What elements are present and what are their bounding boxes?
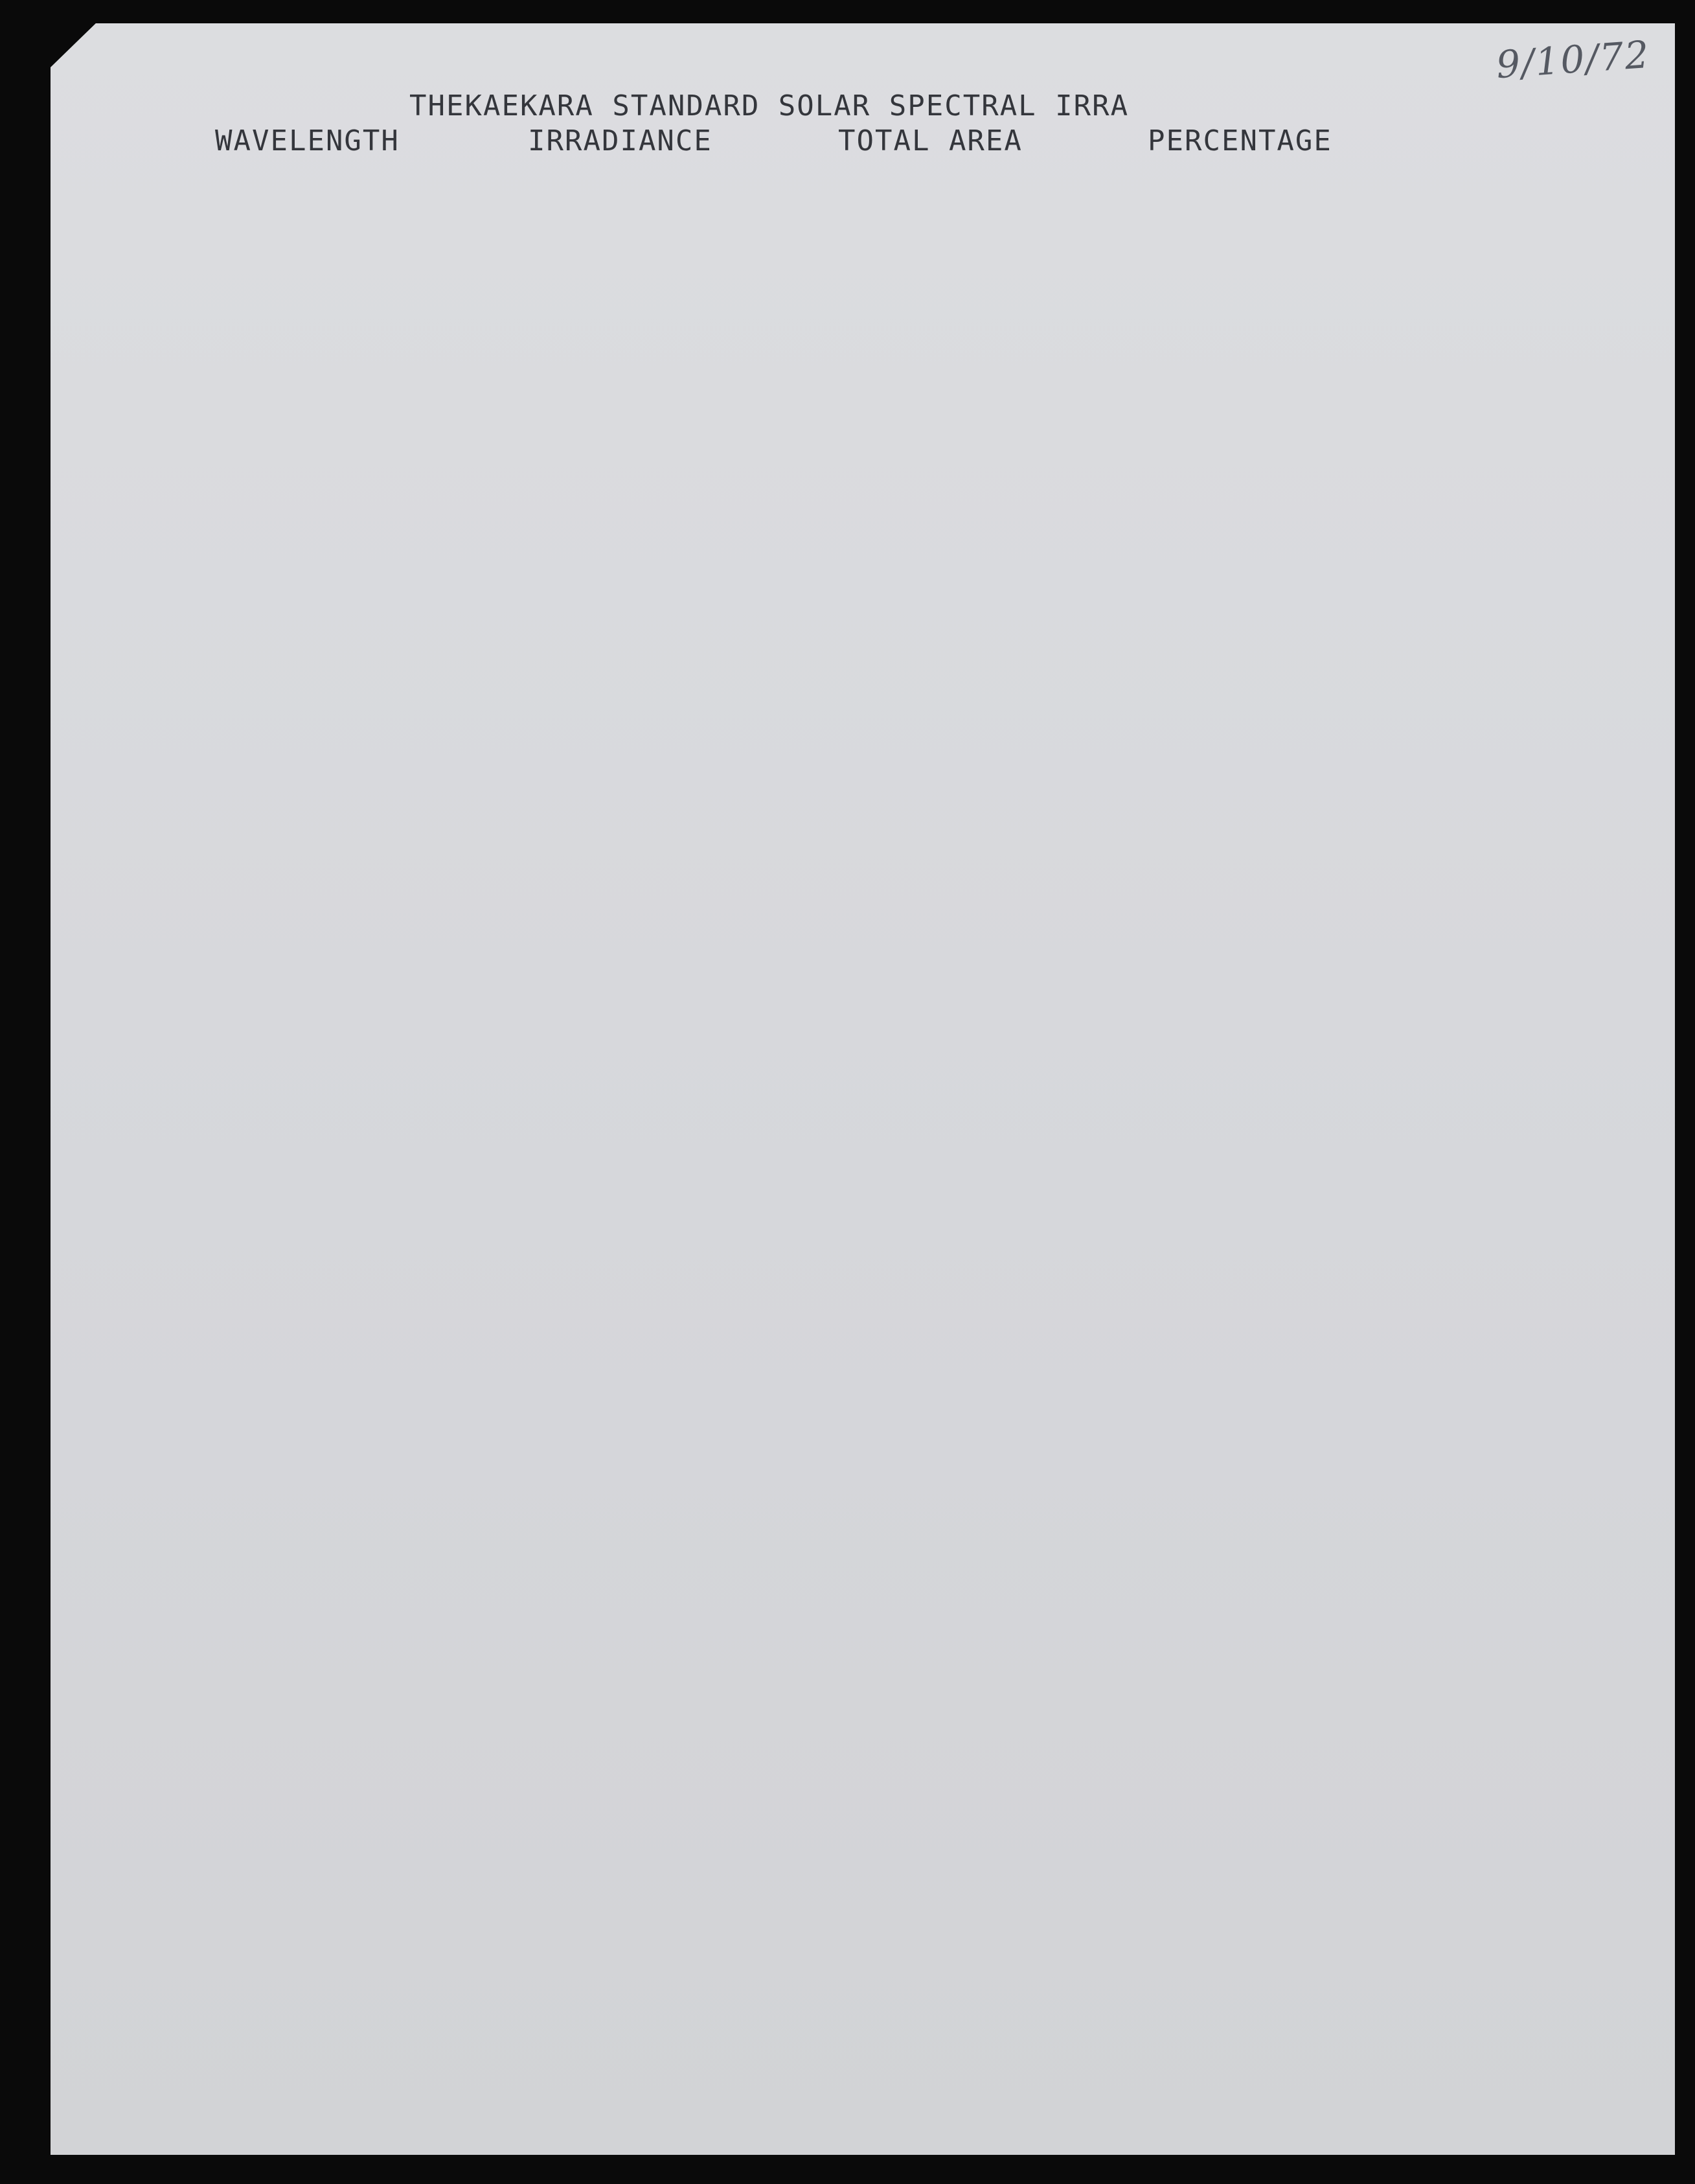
paper-sheet (51, 23, 1675, 2155)
header-irradiance: IRRADIANCE (528, 124, 712, 157)
document-title: THEKAEKARA STANDARD SOLAR SPECTRAL IRRA (409, 89, 1130, 122)
header-wavelength: WAVELENGTH (215, 124, 400, 157)
header-percentage: PERCENTAGE (1148, 124, 1332, 157)
printout (0, 0, 1332, 231)
handwritten-date: 9/10/72 (1494, 32, 1652, 87)
header-total-area: TOTAL AREA (838, 124, 1023, 157)
